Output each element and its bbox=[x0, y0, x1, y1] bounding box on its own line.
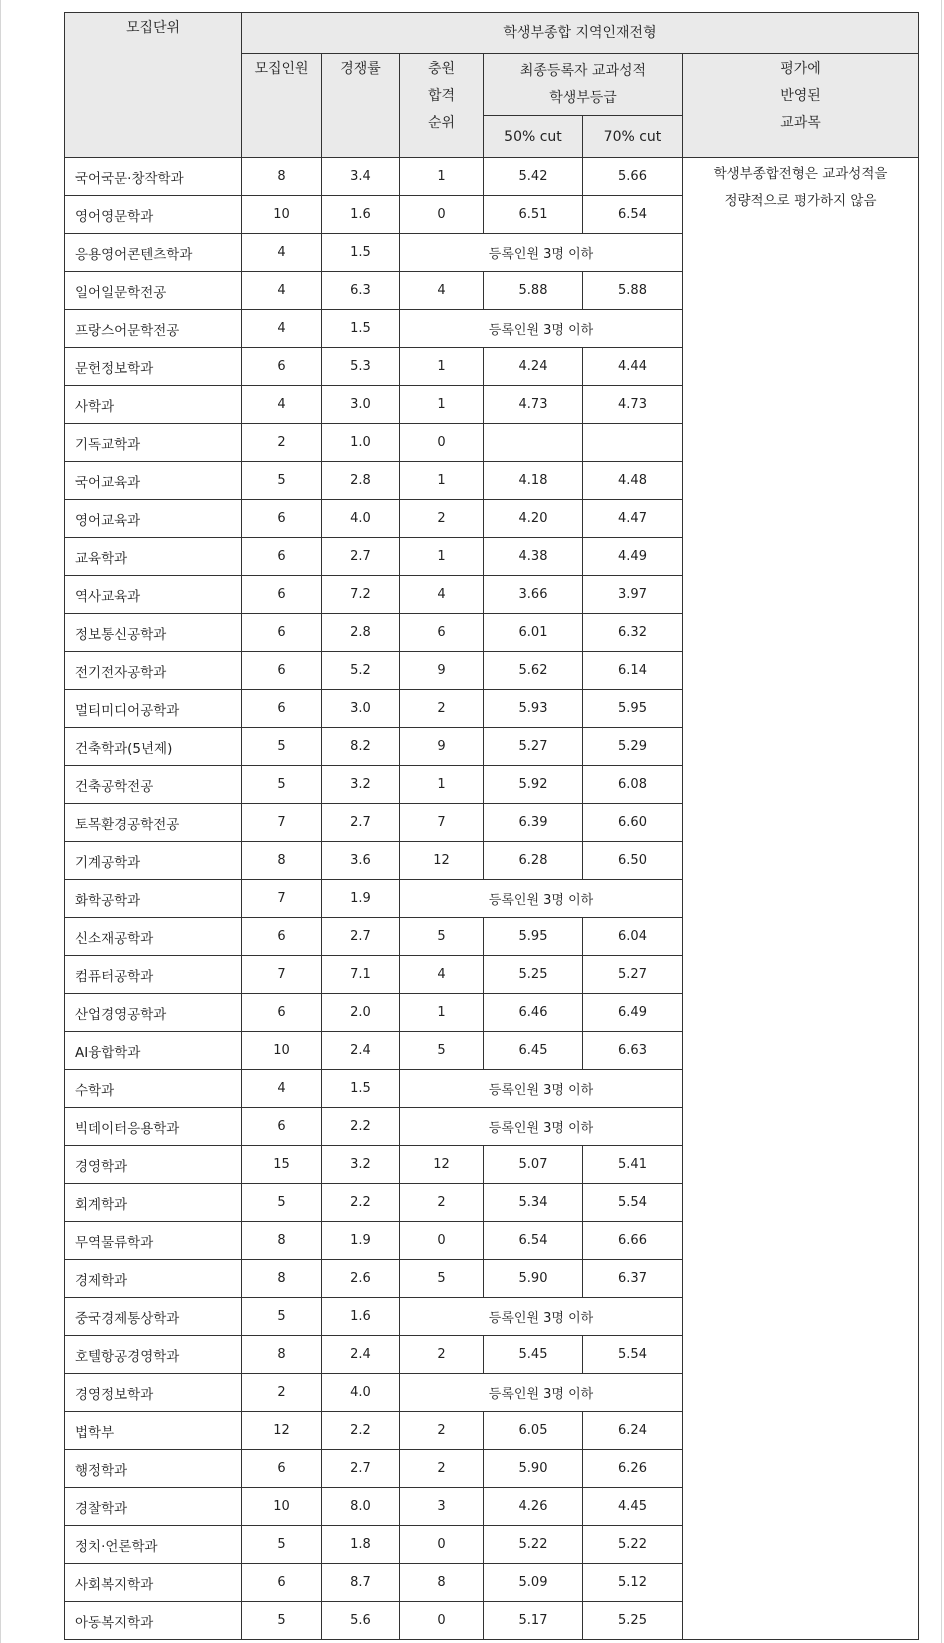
cell-rank: 4 bbox=[400, 272, 484, 310]
cell-unit-name: 경제학과 bbox=[65, 1260, 242, 1298]
cell-ratio: 6.3 bbox=[322, 272, 400, 310]
cell-cut50: 4.24 bbox=[484, 348, 583, 386]
cell-cut70: 6.14 bbox=[583, 652, 683, 690]
cell-cut70: 4.45 bbox=[583, 1488, 683, 1526]
cell-rank: 1 bbox=[400, 348, 484, 386]
cell-ratio: 3.0 bbox=[322, 386, 400, 424]
cell-quota: 5 bbox=[242, 1184, 322, 1222]
cell-unit-name: 아동복지학과 bbox=[65, 1602, 242, 1640]
header-quota: 모집인원 bbox=[242, 54, 322, 158]
cell-cut50: 6.54 bbox=[484, 1222, 583, 1260]
cell-cut50: 5.92 bbox=[484, 766, 583, 804]
eval-note-line: 학생부종합전형은 교과성적을 bbox=[713, 166, 888, 182]
cell-rank: 2 bbox=[400, 690, 484, 728]
cell-ratio: 2.8 bbox=[322, 614, 400, 652]
cell-cut50: 5.22 bbox=[484, 1526, 583, 1564]
header-unit: 모집단위 bbox=[65, 13, 242, 158]
cell-cut50: 4.20 bbox=[484, 500, 583, 538]
cell-ratio: 4.0 bbox=[322, 1374, 400, 1412]
cell-cut50: 3.66 bbox=[484, 576, 583, 614]
cell-unit-name: 영어교육과 bbox=[65, 500, 242, 538]
header-eval-line: 교과목 bbox=[780, 115, 821, 131]
cell-quota: 6 bbox=[242, 538, 322, 576]
cell-unit-name: 영어영문학과 bbox=[65, 196, 242, 234]
cell-unit-name: 국어교육과 bbox=[65, 462, 242, 500]
cell-unit-name: 산업경영공학과 bbox=[65, 994, 242, 1032]
cell-ratio: 2.2 bbox=[322, 1108, 400, 1146]
cell-unit-name: 건축학과(5년제) bbox=[65, 728, 242, 766]
cell-quota: 6 bbox=[242, 1450, 322, 1488]
cell-unit-name: 회계학과 bbox=[65, 1184, 242, 1222]
table-header bbox=[65, 13, 919, 158]
cell-cut70: 6.26 bbox=[583, 1450, 683, 1488]
cell-cut50: 5.09 bbox=[484, 1564, 583, 1602]
cell-cut70: 4.73 bbox=[583, 386, 683, 424]
cell-rank: 5 bbox=[400, 1260, 484, 1298]
header-cut70: 70% cut bbox=[583, 116, 683, 158]
cell-cut70: 5.66 bbox=[583, 158, 683, 196]
cell-cut50: 5.90 bbox=[484, 1450, 583, 1488]
cell-merged-note: 등록인원 3명 이하 bbox=[400, 234, 683, 272]
cell-rank: 2 bbox=[400, 1336, 484, 1374]
cell-cut50: 5.95 bbox=[484, 918, 583, 956]
cell-cut50: 4.18 bbox=[484, 462, 583, 500]
cell-unit-name: 역사교육과 bbox=[65, 576, 242, 614]
cell-cut70: 6.32 bbox=[583, 614, 683, 652]
cell-quota: 5 bbox=[242, 462, 322, 500]
header-cut50: 50% cut bbox=[484, 116, 583, 158]
cell-cut50: 5.88 bbox=[484, 272, 583, 310]
cell-merged-note: 등록인원 3명 이하 bbox=[400, 1374, 683, 1412]
cell-ratio: 1.6 bbox=[322, 1298, 400, 1336]
cell-quota: 6 bbox=[242, 576, 322, 614]
cell-cut70: 3.97 bbox=[583, 576, 683, 614]
cell-merged-note: 등록인원 3명 이하 bbox=[400, 1070, 683, 1108]
cell-cut50: 5.07 bbox=[484, 1146, 583, 1184]
cell-cut70: 6.50 bbox=[583, 842, 683, 880]
cell-cut50: 6.28 bbox=[484, 842, 583, 880]
cell-quota: 4 bbox=[242, 386, 322, 424]
cell-unit-name: 국어국문·창작학과 bbox=[65, 158, 242, 196]
cell-ratio: 2.7 bbox=[322, 804, 400, 842]
cell-quota: 4 bbox=[242, 1070, 322, 1108]
cell-cut50: 4.26 bbox=[484, 1488, 583, 1526]
cell-ratio: 2.2 bbox=[322, 1412, 400, 1450]
cell-quota: 6 bbox=[242, 614, 322, 652]
cell-unit-name: 빅데이터응용학과 bbox=[65, 1108, 242, 1146]
cell-ratio: 1.5 bbox=[322, 310, 400, 348]
cell-quota: 4 bbox=[242, 272, 322, 310]
cell-cut50: 6.46 bbox=[484, 994, 583, 1032]
cell-ratio: 3.6 bbox=[322, 842, 400, 880]
cell-rank: 4 bbox=[400, 576, 484, 614]
cell-rank: 9 bbox=[400, 652, 484, 690]
cell-ratio: 5.2 bbox=[322, 652, 400, 690]
eval-note-line: 정량적으로 평가하지 않음 bbox=[724, 193, 877, 209]
cell-unit-name: 행정학과 bbox=[65, 1450, 242, 1488]
cell-quota: 8 bbox=[242, 1336, 322, 1374]
cell-quota: 5 bbox=[242, 728, 322, 766]
cell-merged-note: 등록인원 3명 이하 bbox=[400, 310, 683, 348]
cell-quota: 6 bbox=[242, 1564, 322, 1602]
cell-cut50: 4.73 bbox=[484, 386, 583, 424]
cell-unit-name: 중국경제통상학과 bbox=[65, 1298, 242, 1336]
cell-cut50: 5.93 bbox=[484, 690, 583, 728]
cell-unit-name: 사학과 bbox=[65, 386, 242, 424]
cell-ratio: 8.7 bbox=[322, 1564, 400, 1602]
cell-cut70: 5.25 bbox=[583, 1602, 683, 1640]
cell-quota: 5 bbox=[242, 1298, 322, 1336]
header-rank-line: 합격 bbox=[427, 88, 456, 104]
cell-unit-name: 화학공학과 bbox=[65, 880, 242, 918]
cell-cut50: 6.05 bbox=[484, 1412, 583, 1450]
cell-cut70: 6.37 bbox=[583, 1260, 683, 1298]
cell-rank: 1 bbox=[400, 538, 484, 576]
cell-rank: 2 bbox=[400, 1450, 484, 1488]
cell-merged-note: 등록인원 3명 이하 bbox=[400, 880, 683, 918]
cell-ratio: 1.5 bbox=[322, 1070, 400, 1108]
cell-unit-name: 정치·언론학과 bbox=[65, 1526, 242, 1564]
cell-cut70: 6.60 bbox=[583, 804, 683, 842]
cell-quota: 8 bbox=[242, 158, 322, 196]
cell-rank: 4 bbox=[400, 956, 484, 994]
cell-ratio: 2.4 bbox=[322, 1336, 400, 1374]
cell-rank: 3 bbox=[400, 1488, 484, 1526]
cell-ratio: 7.1 bbox=[322, 956, 400, 994]
cell-ratio: 2.7 bbox=[322, 538, 400, 576]
cell-rank: 0 bbox=[400, 1602, 484, 1640]
cell-cut50: 5.62 bbox=[484, 652, 583, 690]
cell-quota: 10 bbox=[242, 196, 322, 234]
cell-cut70: 5.54 bbox=[583, 1336, 683, 1374]
cell-ratio: 2.0 bbox=[322, 994, 400, 1032]
cell-unit-name: 프랑스어문학전공 bbox=[65, 310, 242, 348]
cell-cut50: 5.90 bbox=[484, 1260, 583, 1298]
header-eval-line: 반영된 bbox=[780, 88, 821, 104]
cell-rank: 2 bbox=[400, 1412, 484, 1450]
cell-cut70: 6.66 bbox=[583, 1222, 683, 1260]
cell-cut70: 5.41 bbox=[583, 1146, 683, 1184]
cell-ratio: 2.7 bbox=[322, 1450, 400, 1488]
cell-ratio: 7.2 bbox=[322, 576, 400, 614]
cell-cut70: 5.95 bbox=[583, 690, 683, 728]
cell-unit-name: 법학부 bbox=[65, 1412, 242, 1450]
cell-unit-name: AI융합학과 bbox=[65, 1032, 242, 1070]
cell-quota: 4 bbox=[242, 234, 322, 272]
cell-cut50: 6.01 bbox=[484, 614, 583, 652]
cell-cut70: 6.54 bbox=[583, 196, 683, 234]
cell-cut70: 6.04 bbox=[583, 918, 683, 956]
cell-rank: 1 bbox=[400, 994, 484, 1032]
cell-quota: 6 bbox=[242, 918, 322, 956]
cell-cut50: 6.45 bbox=[484, 1032, 583, 1070]
cell-unit-name: 멀티미디어공학과 bbox=[65, 690, 242, 728]
cell-quota: 15 bbox=[242, 1146, 322, 1184]
cell-quota: 10 bbox=[242, 1032, 322, 1070]
cell-ratio: 1.8 bbox=[322, 1526, 400, 1564]
cell-unit-name: 컴퓨터공학과 bbox=[65, 956, 242, 994]
cell-ratio: 2.8 bbox=[322, 462, 400, 500]
cell-cut70: 5.12 bbox=[583, 1564, 683, 1602]
cell-cut50: 5.42 bbox=[484, 158, 583, 196]
cell-rank: 7 bbox=[400, 804, 484, 842]
cell-rank: 0 bbox=[400, 1222, 484, 1260]
cell-quota: 8 bbox=[242, 1260, 322, 1298]
cell-rank: 0 bbox=[400, 196, 484, 234]
cell-quota: 7 bbox=[242, 956, 322, 994]
cell-unit-name: 경찰학과 bbox=[65, 1488, 242, 1526]
cell-ratio: 5.6 bbox=[322, 1602, 400, 1640]
cell-quota: 8 bbox=[242, 842, 322, 880]
cell-ratio: 2.4 bbox=[322, 1032, 400, 1070]
cell-ratio: 1.0 bbox=[322, 424, 400, 462]
cell-cut70: 4.44 bbox=[583, 348, 683, 386]
cell-quota: 7 bbox=[242, 880, 322, 918]
header-rank-line: 순위 bbox=[427, 115, 456, 131]
cell-rank: 5 bbox=[400, 918, 484, 956]
cell-rank: 9 bbox=[400, 728, 484, 766]
cell-ratio: 3.2 bbox=[322, 766, 400, 804]
cell-quota: 4 bbox=[242, 310, 322, 348]
cell-quota: 2 bbox=[242, 424, 322, 462]
cell-quota: 6 bbox=[242, 652, 322, 690]
cell-quota: 7 bbox=[242, 804, 322, 842]
cell-cut70: 5.27 bbox=[583, 956, 683, 994]
cell-ratio: 4.0 bbox=[322, 500, 400, 538]
cell-cut70: 5.54 bbox=[583, 1184, 683, 1222]
cell-unit-name: 사회복지학과 bbox=[65, 1564, 242, 1602]
cell-quota: 5 bbox=[242, 1602, 322, 1640]
cell-merged-note: 등록인원 3명 이하 bbox=[400, 1298, 683, 1336]
cell-rank: 1 bbox=[400, 386, 484, 424]
header-grade bbox=[484, 54, 683, 116]
cell-rank: 12 bbox=[400, 842, 484, 880]
cell-cut70 bbox=[583, 424, 683, 462]
cell-cut50: 5.25 bbox=[484, 956, 583, 994]
cell-unit-name: 무역물류학과 bbox=[65, 1222, 242, 1260]
cell-unit-name: 수학과 bbox=[65, 1070, 242, 1108]
cell-ratio: 8.0 bbox=[322, 1488, 400, 1526]
cell-unit-name: 응용영어콘텐츠학과 bbox=[65, 234, 242, 272]
cell-eval-note bbox=[683, 158, 919, 1640]
cell-cut70: 5.22 bbox=[583, 1526, 683, 1564]
cell-ratio: 1.6 bbox=[322, 196, 400, 234]
cell-ratio: 3.0 bbox=[322, 690, 400, 728]
cell-unit-name: 경영학과 bbox=[65, 1146, 242, 1184]
cell-rank: 1 bbox=[400, 462, 484, 500]
cell-ratio: 2.7 bbox=[322, 918, 400, 956]
cell-quota: 6 bbox=[242, 690, 322, 728]
cell-quota: 5 bbox=[242, 1526, 322, 1564]
cell-ratio: 1.9 bbox=[322, 880, 400, 918]
cell-cut50: 6.51 bbox=[484, 196, 583, 234]
cell-quota: 6 bbox=[242, 500, 322, 538]
table-body bbox=[65, 158, 919, 1640]
cell-cut50: 5.45 bbox=[484, 1336, 583, 1374]
cell-quota: 2 bbox=[242, 1374, 322, 1412]
header-track: 학생부종합 지역인재전형 bbox=[242, 13, 919, 54]
cell-rank: 5 bbox=[400, 1032, 484, 1070]
cell-unit-name: 정보통신공학과 bbox=[65, 614, 242, 652]
cell-unit-name: 전기전자공학과 bbox=[65, 652, 242, 690]
table-row bbox=[65, 158, 919, 196]
cell-rank: 12 bbox=[400, 1146, 484, 1184]
cell-quota: 10 bbox=[242, 1488, 322, 1526]
cell-unit-name: 일어일문학전공 bbox=[65, 272, 242, 310]
cell-ratio: 2.2 bbox=[322, 1184, 400, 1222]
cell-unit-name: 기독교학과 bbox=[65, 424, 242, 462]
cell-cut50: 4.38 bbox=[484, 538, 583, 576]
cell-unit-name: 신소재공학과 bbox=[65, 918, 242, 956]
header-eval-line: 평가에 bbox=[780, 61, 821, 77]
cell-ratio: 1.5 bbox=[322, 234, 400, 272]
header-grade-line: 학생부등급 bbox=[549, 89, 617, 106]
header-rank bbox=[400, 54, 484, 158]
cell-rank: 1 bbox=[400, 158, 484, 196]
cell-cut70: 6.08 bbox=[583, 766, 683, 804]
cell-cut50 bbox=[484, 424, 583, 462]
cell-cut50: 5.27 bbox=[484, 728, 583, 766]
cell-cut50: 6.39 bbox=[484, 804, 583, 842]
cell-quota: 12 bbox=[242, 1412, 322, 1450]
header-ratio: 경쟁률 bbox=[322, 54, 400, 158]
cell-rank: 0 bbox=[400, 1526, 484, 1564]
cell-unit-name: 경영정보학과 bbox=[65, 1374, 242, 1412]
cell-rank: 6 bbox=[400, 614, 484, 652]
cell-ratio: 3.4 bbox=[322, 158, 400, 196]
cell-quota: 5 bbox=[242, 766, 322, 804]
cell-cut70: 4.49 bbox=[583, 538, 683, 576]
cell-unit-name: 토목환경공학전공 bbox=[65, 804, 242, 842]
header-rank-line: 충원 bbox=[427, 61, 456, 77]
cell-rank: 8 bbox=[400, 1564, 484, 1602]
cell-ratio: 8.2 bbox=[322, 728, 400, 766]
cell-unit-name: 문헌정보학과 bbox=[65, 348, 242, 386]
cell-rank: 1 bbox=[400, 766, 484, 804]
cell-quota: 8 bbox=[242, 1222, 322, 1260]
cell-unit-name: 호텔항공경영학과 bbox=[65, 1336, 242, 1374]
cell-rank: 0 bbox=[400, 424, 484, 462]
cell-cut50: 5.34 bbox=[484, 1184, 583, 1222]
cell-unit-name: 교육학과 bbox=[65, 538, 242, 576]
cell-rank: 2 bbox=[400, 500, 484, 538]
cell-cut70: 4.48 bbox=[583, 462, 683, 500]
header-grade-line: 최종등록자 교과성적 bbox=[519, 62, 647, 79]
cell-rank: 2 bbox=[400, 1184, 484, 1222]
cell-cut70: 6.63 bbox=[583, 1032, 683, 1070]
cell-unit-name: 건축공학전공 bbox=[65, 766, 242, 804]
cell-cut70: 6.24 bbox=[583, 1412, 683, 1450]
cell-quota: 6 bbox=[242, 994, 322, 1032]
cell-cut70: 4.47 bbox=[583, 500, 683, 538]
cell-ratio: 3.2 bbox=[322, 1146, 400, 1184]
cell-merged-note: 등록인원 3명 이하 bbox=[400, 1108, 683, 1146]
cell-cut70: 6.49 bbox=[583, 994, 683, 1032]
header-eval bbox=[683, 54, 919, 158]
cell-quota: 6 bbox=[242, 348, 322, 386]
cell-ratio: 1.9 bbox=[322, 1222, 400, 1260]
cell-cut50: 5.17 bbox=[484, 1602, 583, 1640]
cell-cut70: 5.29 bbox=[583, 728, 683, 766]
cell-ratio: 5.3 bbox=[322, 348, 400, 386]
cell-ratio: 2.6 bbox=[322, 1260, 400, 1298]
cell-unit-name: 기계공학과 bbox=[65, 842, 242, 880]
cell-quota: 6 bbox=[242, 1108, 322, 1146]
admission-results-table bbox=[64, 12, 919, 1640]
cell-cut70: 5.88 bbox=[583, 272, 683, 310]
